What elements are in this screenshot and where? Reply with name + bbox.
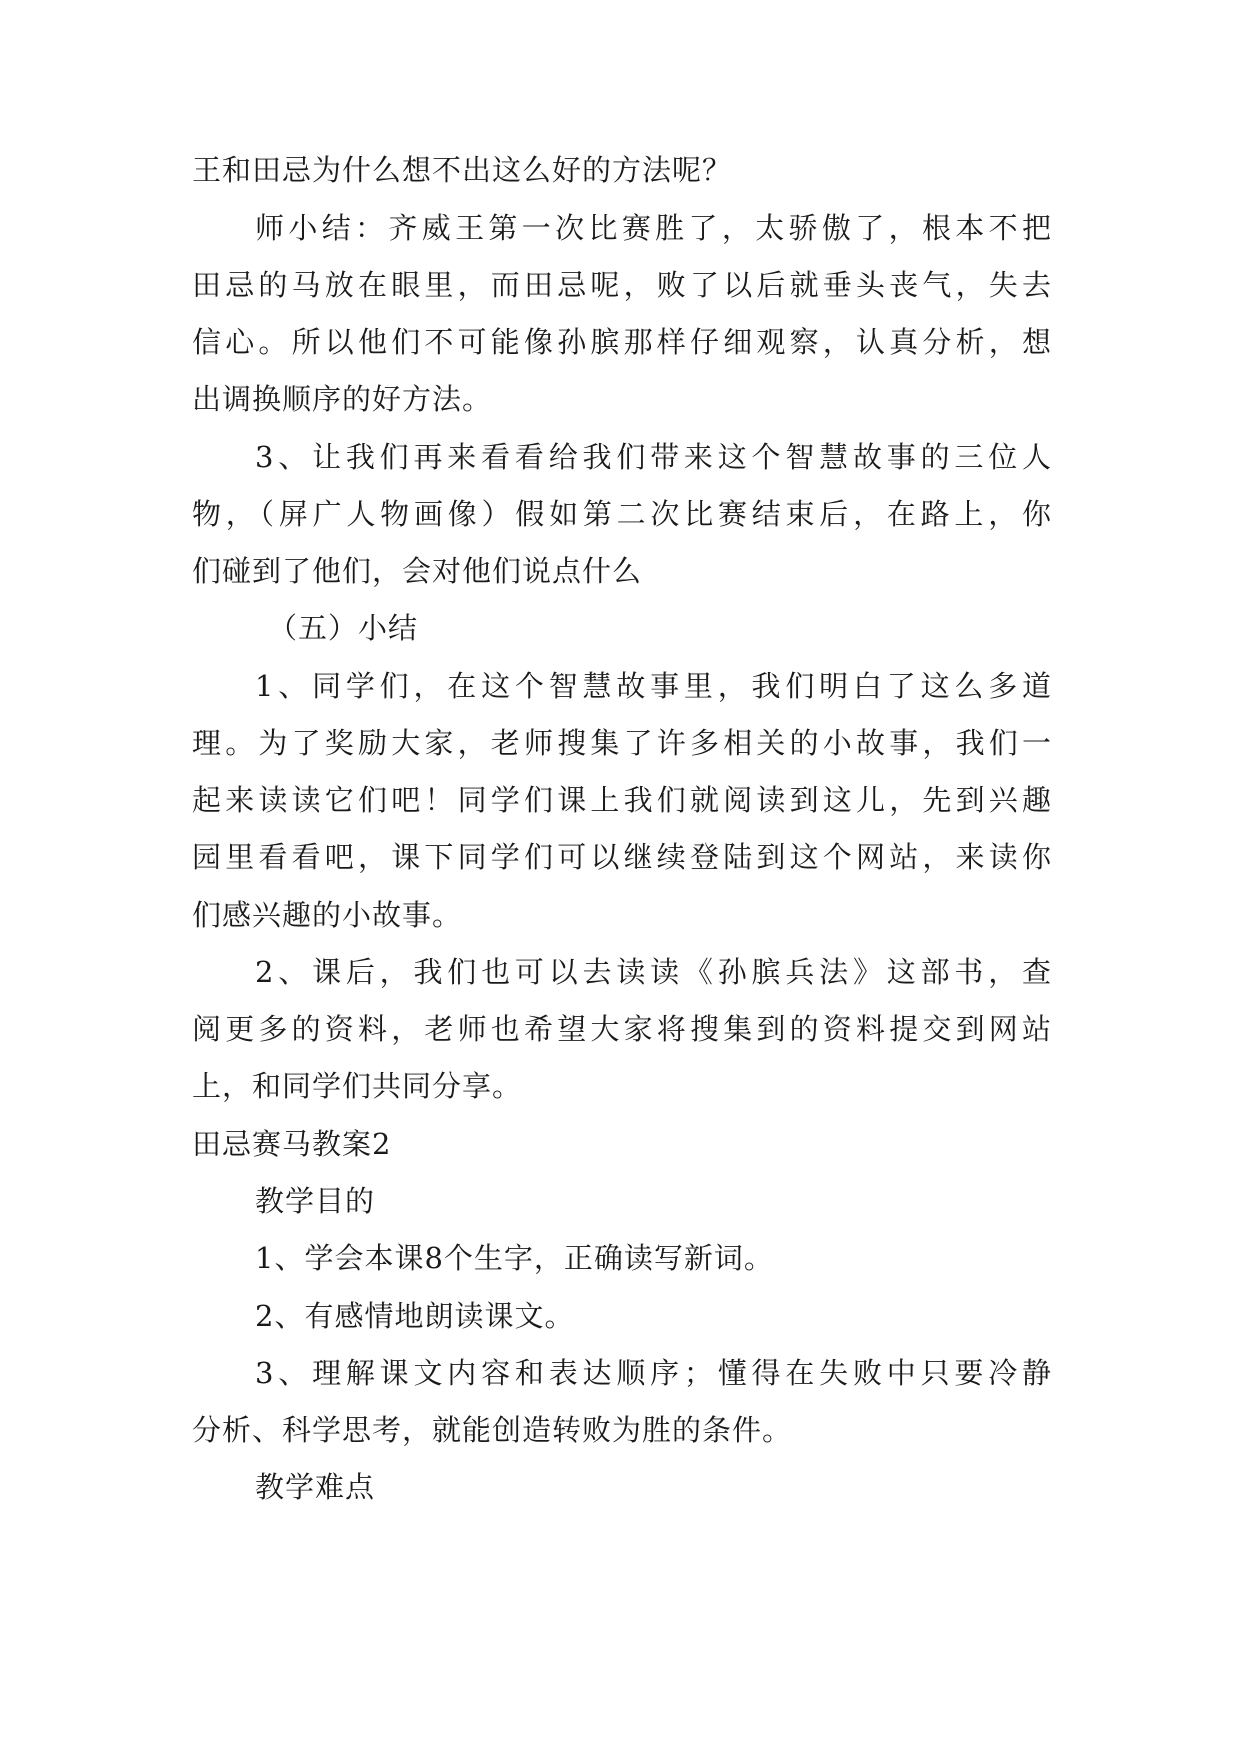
list-item: 2、有感情地朗读课文。: [255, 1299, 575, 1333]
text-line: 上，和同学们共同分享。: [192, 1069, 523, 1103]
text-line: 3、让我们再来看看给我们带来这个智慧故事的三位人: [255, 440, 1052, 474]
text-line: 王和田忌为什么想不出这么好的方法呢？: [192, 153, 733, 187]
text-line: 2、课后，我们也可以去读读《孙膑兵法》这部书，查: [255, 955, 1052, 989]
section-heading: （五）小结: [268, 611, 419, 645]
text-line: 理。为了奖励大家，老师搜集了许多相关的小故事，我们一: [192, 726, 1052, 760]
document-title: 田忌赛马教案2: [192, 1127, 392, 1161]
text-line: 阅更多的资料，老师也希望大家将搜集到的资料提交到网站: [192, 1012, 1052, 1046]
text-line: 田忌的马放在眼里，而田忌呢，败了以后就垂头丧气，失去: [192, 268, 1052, 302]
text-line: 园里看看吧，课下同学们可以继续登陆到这个网站，来读你: [192, 840, 1052, 874]
text-line: 师小结：齐威王第一次比赛胜了，太骄傲了，根本不把: [255, 211, 1052, 245]
text-line: 出调换顺序的好方法。: [192, 382, 493, 416]
section-heading: 教学目的: [255, 1184, 376, 1218]
text-line: 起来读读它们吧！同学们课上我们就阅读到这儿，先到兴趣: [192, 783, 1052, 817]
text-line: 信心。所以他们不可能像孙膑那样仔细观察，认真分析，想: [192, 325, 1052, 359]
list-item: 1、学会本课8个生字，正确读写新词。: [255, 1241, 774, 1275]
text-line: 分析、科学思考，就能创造转败为胜的条件。: [192, 1413, 793, 1447]
text-line: 们碰到了他们，会对他们说点什么: [192, 554, 643, 588]
text-line: 们感兴趣的小故事。: [192, 898, 463, 932]
text-line: 1、同学们，在这个智慧故事里，我们明白了这么多道: [255, 669, 1052, 703]
text-line: 物，（屏广人物画像）假如第二次比赛结束后，在路上，你: [192, 497, 1052, 531]
section-heading: 教学难点: [255, 1470, 376, 1504]
list-item: 3、理解课文内容和表达顺序；懂得在失败中只要冷静: [255, 1356, 1052, 1390]
